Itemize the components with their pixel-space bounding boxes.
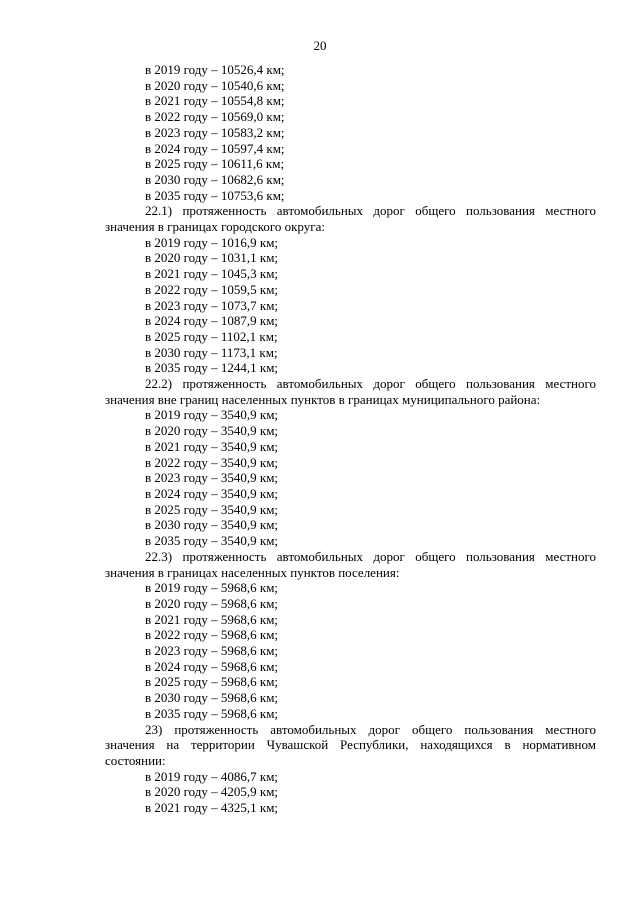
list-item: в 2035 году – 3540,9 км; — [145, 533, 279, 549]
list-item: в 2019 году – 5968,6 км; — [145, 580, 279, 596]
list-item: в 2025 году – 5968,6 км; — [145, 674, 279, 690]
list-item: в 2025 году – 1102,1 км; — [145, 328, 278, 344]
list-item: в 2022 году – 3540,9 км; — [145, 454, 279, 470]
list-item: в 2021 году – 10554,8 км; — [145, 93, 285, 109]
list-item: в 2021 году – 4325,1 км; — [145, 800, 279, 816]
list-item: в 2024 году – 5968,6 км; — [145, 658, 279, 674]
list-item: в 2024 году – 3540,9 км; — [145, 485, 279, 501]
list-item: в 2023 году – 3540,9 км; — [145, 470, 279, 486]
list-item: в 2019 году – 3540,9 км; — [145, 407, 279, 423]
paragraph-23: 23) протяженность автомобильных дорог общего пользования местного значения на территории Чувашской Республики, находящихся в нормативном состоянии: — [105, 721, 596, 768]
list-item: в 2025 году – 3540,9 км; — [145, 501, 279, 517]
list-item: в 2023 году – 10583,2 км; — [145, 124, 285, 140]
list-item: в 2030 году – 3540,9 км; — [145, 517, 279, 533]
list-item: в 2030 году – 10682,6 км; — [145, 171, 285, 187]
list-item: в 2019 году – 10526,4 км; — [145, 62, 285, 77]
list-item: в 2035 году – 10753,6 км; — [145, 187, 285, 203]
list-item: в 2019 году – 1016,9 км; — [145, 234, 279, 250]
list-item: в 2020 году – 5968,6 км; — [145, 595, 279, 611]
list-item: в 2021 году – 5968,6 км; — [145, 611, 279, 627]
paragraph-22-2: 22.2) протяженность автомобильных дорог общего пользования местного значения вне границ населенных пунктов в границах муниципального района: — [105, 376, 596, 407]
paragraph-22-3: 22.3) протяженность автомобильных дорог общего пользования местного значения в границах населенных пунктов поселения: — [105, 548, 596, 580]
paragraph-22-1: 22.1) протяженность автомобильных дорог общего пользования местного значения в границах городского округа: — [105, 203, 596, 235]
list-item: в 2035 году – 5968,6 км; — [145, 705, 279, 721]
yearly-length-list — [105, 62, 596, 203]
yearly-length-list — [105, 580, 596, 721]
list-item: в 2030 году – 1173,1 км; — [145, 344, 278, 360]
page-number: 20 — [313, 38, 327, 53]
list-item: в 2024 году – 10597,4 км; — [145, 140, 285, 156]
list-item: в 2020 году – 1031,1 км; — [145, 250, 279, 266]
list-item: в 2020 году – 3540,9 км; — [145, 423, 279, 439]
list-item: в 2022 году – 5968,6 км; — [145, 627, 279, 643]
list-item: в 2020 году – 4205,9 км; — [145, 784, 279, 800]
list-item: в 2022 году – 1059,5 км; — [145, 281, 279, 297]
list-item: в 2019 году – 4086,7 км; — [145, 768, 279, 784]
list-item: в 2022 году – 10569,0 км; — [145, 109, 285, 125]
yearly-length-list — [105, 235, 596, 376]
list-item: в 2025 году – 10611,6 км; — [145, 156, 285, 172]
list-item: в 2030 году – 5968,6 км; — [145, 690, 279, 706]
list-item: в 2024 году – 1087,9 км; — [145, 313, 279, 329]
yearly-length-list — [105, 769, 596, 816]
list-item: в 2021 году – 3540,9 км; — [145, 438, 279, 454]
list-item: в 2035 году – 1244,1 км; — [145, 360, 279, 376]
list-item: в 2021 году – 1045,3 км; — [145, 266, 279, 282]
document-body — [105, 62, 596, 816]
list-item: в 2023 году – 5968,6 км; — [145, 643, 279, 659]
list-item: в 2020 году – 10540,6 км; — [145, 77, 285, 93]
yearly-length-list — [105, 407, 596, 548]
list-item: в 2023 году – 1073,7 км; — [145, 297, 279, 313]
